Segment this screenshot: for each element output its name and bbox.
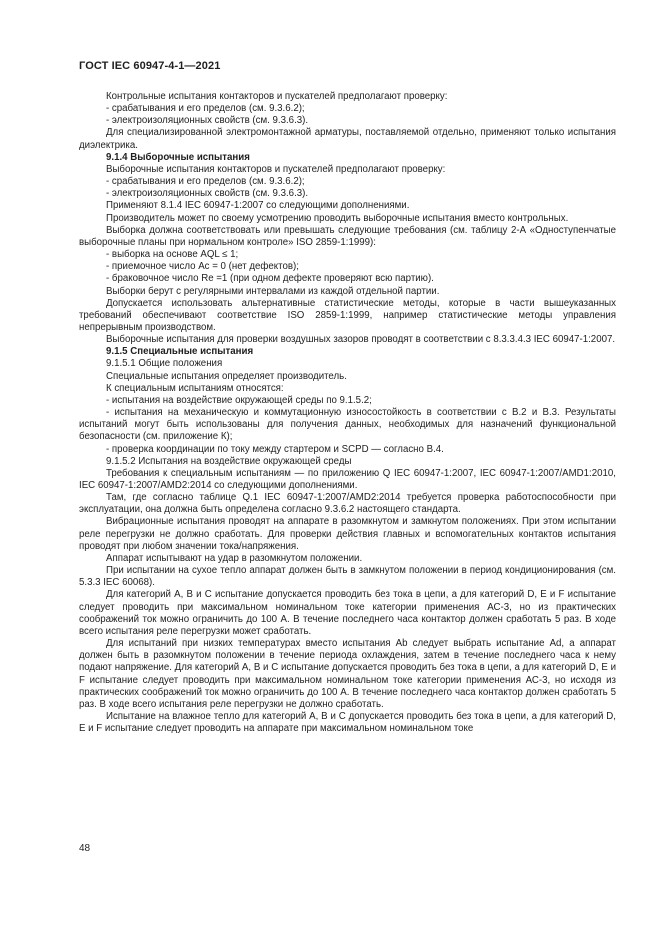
document-header: ГОСТ IEC 60947-4-1—2021 bbox=[79, 60, 221, 72]
list-item: - приемочное число Ac = 0 (нет дефектов); bbox=[106, 261, 299, 273]
paragraph: Аппарат испытывают на удар в разомкнутом положении. bbox=[106, 552, 363, 564]
paragraph: Требования к специальным испытаниям — по приложению Q IEC 60947-1:2007, IEC 60947-1:2007/AMD1:2010, IEC 60947-1:2007/AMD2:2014 со следующими дополнениями. bbox=[79, 467, 616, 491]
list-item: - электроизоляционных свойств (см. 9.3.6.3). bbox=[106, 188, 309, 200]
paragraph: Допускается использовать альтернативные статистические методы, которые в части вышеуказанных требований обеспечивают соответствие ISO 2859-1:1999, например статистические методы управления непрерывным производством. bbox=[79, 297, 616, 333]
paragraph: При испытании на сухое тепло аппарат должен быть в замкнутом положении в период кондиционирования (см. 5.3.3 IEC 60068). bbox=[79, 565, 616, 589]
paragraph: Вибрационные испытания проводят на аппарате в разомкнутом и замкнутом положениях. При этом испытании реле перегрузки не должно сработать. Для проверки действия главных и вспомогательных контактов испытания проводят при любом значении тока/напряжения. bbox=[79, 516, 616, 552]
paragraph: К специальным испытаниям относятся: bbox=[106, 382, 284, 394]
paragraph: Производитель может по своему усмотрению проводить выборочные испытания вместо контрольных. bbox=[106, 212, 569, 224]
document-body bbox=[79, 91, 616, 735]
list-item: - выборка на основе AQL ≤ 1; bbox=[106, 249, 239, 261]
paragraph: Для категорий А, В и С испытание допускается проводить без тока в цепи, а для категорий D, E и F испытание следует проводить при максимальном номинальном токе категории применения АС-3, но из практических соображений ток можно ограничить до 100 А. В течение последнего часа контактор должен сработать 5 раз. В ходе всего испытания реле перегрузки может сработать. bbox=[79, 589, 616, 637]
paragraph: Выборочные испытания для проверки воздушных зазоров проводят в соответствии с 8.3.3.4.3 IEC 60947-1:2007. bbox=[106, 334, 616, 346]
list-item: - электроизоляционных свойств (см. 9.3.6.3). bbox=[106, 115, 309, 127]
subsection-heading: 9.1.5.1 Общие положения bbox=[106, 358, 223, 370]
page-number: 48 bbox=[79, 843, 91, 854]
list-item: - проверка координации по току между стартером и SCPD — согласно В.4. bbox=[106, 443, 444, 455]
list-item: - браковочное число Re =1 (при одном дефекте проверяют всю партию). bbox=[106, 273, 434, 285]
paragraph: Специальные испытания определяет производитель. bbox=[106, 370, 347, 382]
subsection-heading: 9.1.5.2 Испытания на воздействие окружающей среды bbox=[106, 455, 352, 467]
list-item: - срабатывания и его пределов (см. 9.3.6.2); bbox=[106, 176, 305, 188]
paragraph: Контрольные испытания контакторов и пускателей предполагают проверку: bbox=[106, 91, 448, 102]
paragraph: Для испытаний при низких температурах вместо испытания Ab следует выбрать испытание Ad, а аппарат должен быть в разомкнутом положении в течение периода охлаждения, затем в течение последнего часа к нему подают напряжение. Для категорий А, В и С испытание допускается проводить без тока в цепи, а для категорий D, E и F испытание следует проводить при максимальном номинальном токе категории применения АС-3, но исходя из практических соображений ток можно ограничить до 100 А. В течение последнего часа контактор должен сработать 5 раз. В ходе всего испытания реле перегрузки не должно сработать. bbox=[79, 638, 616, 710]
section-heading-9-1-4: 9.1.4 Выборочные испытания bbox=[106, 151, 250, 163]
paragraph: Испытание на влажное тепло для категорий А, В и С допускается проводить без тока в цепи, а для категорий D, E и F испытание следует проводить на аппарате при максимальном номинальном токе bbox=[79, 710, 616, 735]
list-item: - испытания на механическую и коммутационную износостойкость в соответствии с В.2 и В.3. Результаты испытаний могут быть использованы для получения данных, необходимых для назначений функциональной безопасности (см. приложение К); bbox=[79, 407, 616, 443]
paragraph: Выборка должна соответствовать или превышать следующие требования (см. таблицу 2-А «Одноступенчатые выборочные планы при нормальном контроле» ISO 2859-1:1999): bbox=[79, 224, 616, 248]
section-heading-9-1-5: 9.1.5 Специальные испытания bbox=[106, 346, 254, 358]
paragraph: Применяют 8.1.4 IEC 60947-1:2007 со следующими дополнениями. bbox=[106, 200, 410, 212]
paragraph: Там, где согласно таблице Q.1 IEC 60947-1:2007/AMD2:2014 требуется проверка работоспособности при эксплуатации, она должна быть определена согласно 9.3.6.2 настоящего стандарта. bbox=[79, 492, 616, 516]
paragraph: Для специализированной электромонтажной арматуры, поставляемой отдельно, применяют только испытания диэлектрика. bbox=[79, 127, 616, 151]
paragraph: Выборки берут с регулярными интервалами из каждой отдельной партии. bbox=[106, 285, 440, 297]
list-item: - срабатывания и его пределов (см. 9.3.6.2); bbox=[106, 103, 305, 115]
paragraph: Выборочные испытания контакторов и пускателей предполагают проверку: bbox=[106, 163, 446, 175]
list-item: - испытания на воздействие окружающей среды по 9.1.5.2; bbox=[106, 394, 372, 406]
